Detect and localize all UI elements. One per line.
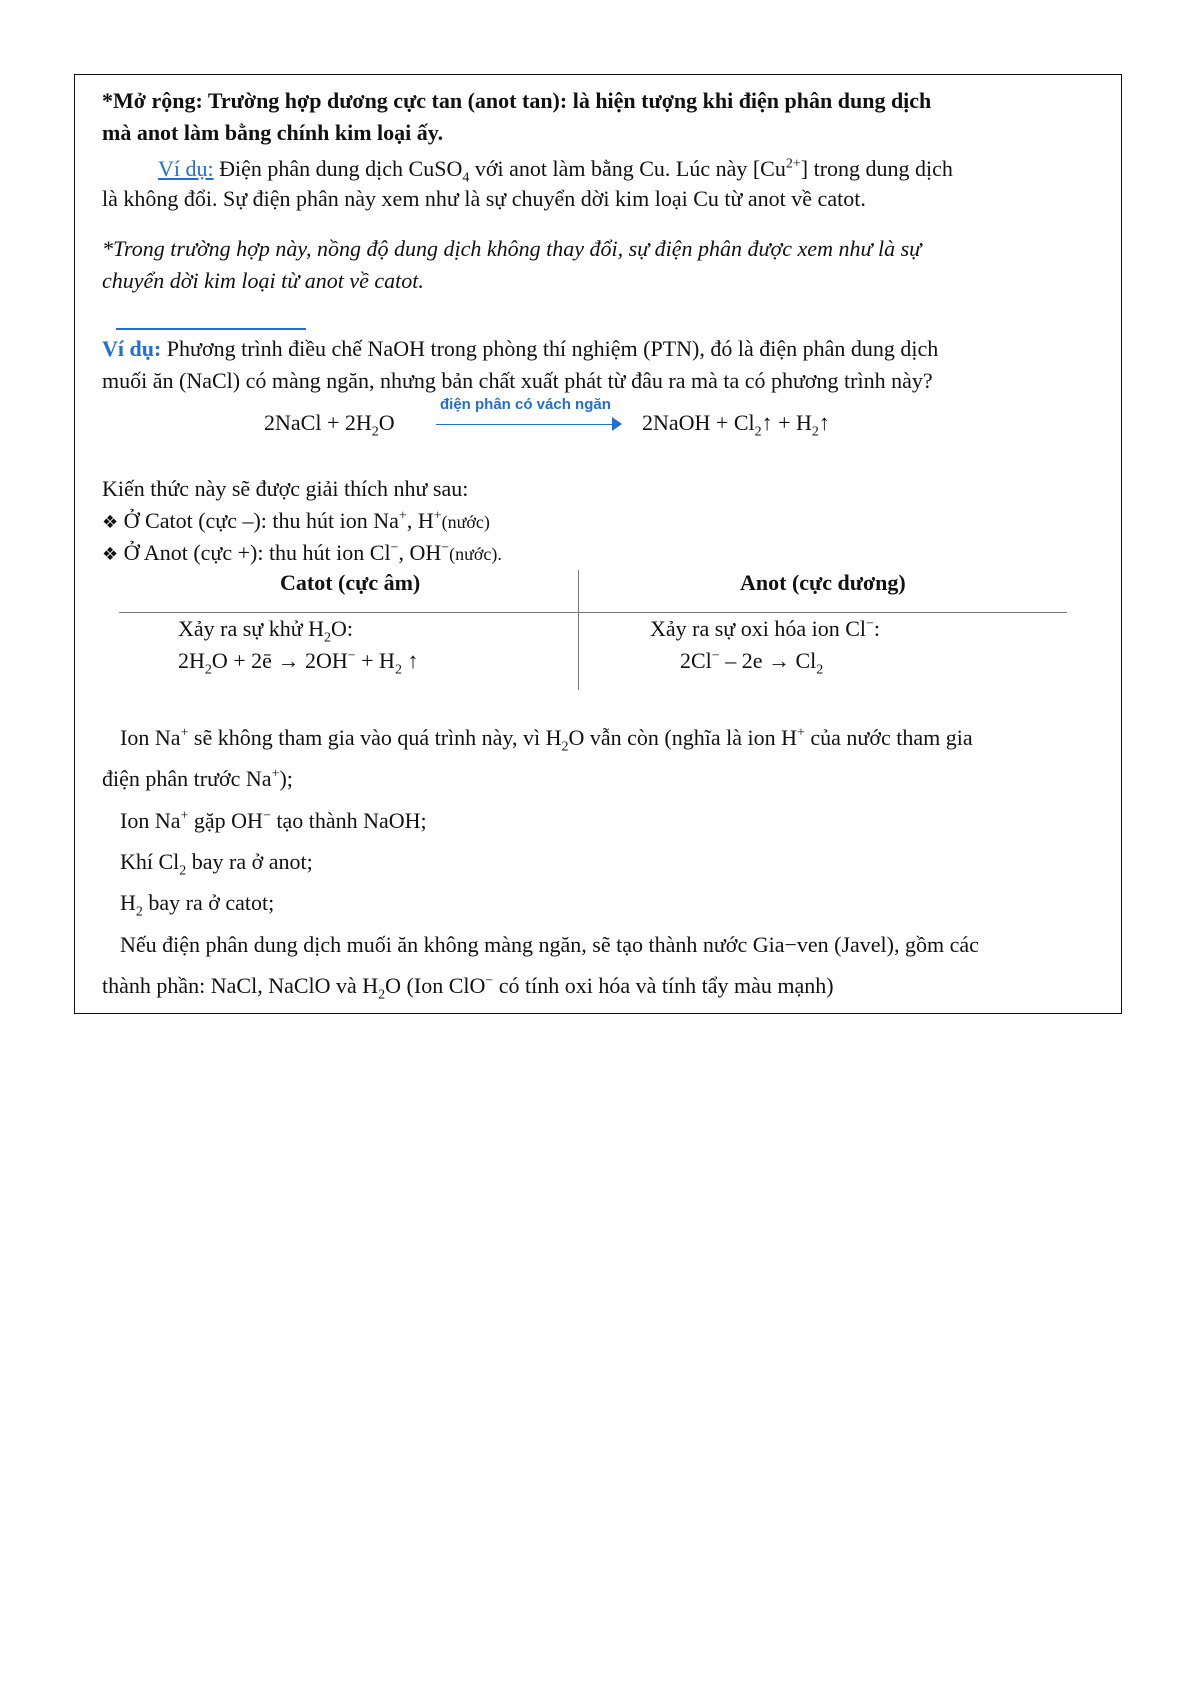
c5-sup: − bbox=[485, 973, 494, 989]
anot-line2-sub: 2 bbox=[816, 662, 824, 678]
explain-anot bbox=[102, 538, 502, 570]
explain-heading: Kiến thức này sẽ được giải thích như sau: bbox=[102, 476, 469, 501]
equation-right-b: ↑ + H bbox=[761, 410, 812, 435]
anot-line1-a: Xảy ra sự oxi hóa ion Cl bbox=[650, 616, 867, 641]
explain-catot-b: , H bbox=[406, 508, 434, 533]
table-header-anot: Anot (cực dương) bbox=[740, 570, 906, 595]
explain-catot-a: Ở Catot (cực –): thu hút ion Na bbox=[118, 508, 399, 533]
catot-line2-sup: − bbox=[347, 648, 356, 664]
c1-sup2: + bbox=[797, 725, 805, 741]
c3-b: bay ra ở anot; bbox=[186, 849, 313, 874]
c3-a: Khí Cl bbox=[120, 849, 180, 874]
example1-sup: 2+ bbox=[785, 156, 801, 172]
table-header-catot: Catot (cực âm) bbox=[280, 570, 421, 595]
conclusion-1-line-2 bbox=[102, 764, 293, 794]
c1l2-a: điện phân trước Na bbox=[102, 766, 272, 791]
example2-label: Ví dụ: bbox=[102, 336, 162, 361]
explain-catot-c: (nước) bbox=[441, 512, 490, 532]
anot-line1-b: : bbox=[873, 616, 881, 641]
catot-line2-c: + H bbox=[355, 648, 395, 673]
example2-text: Phương trình điều chế NaOH trong phòng thí nghiệm (PTN), đó là điện phân dung dịch bbox=[161, 336, 939, 361]
explain-anot-a: Ở Anot (cực +): thu hút ion Cl bbox=[118, 540, 391, 565]
conclusion-2 bbox=[120, 806, 427, 836]
intro-line-2: mà anot làm bằng chính kim loại ấy. bbox=[102, 120, 444, 145]
example2-decor-rule bbox=[116, 328, 306, 330]
c2-b: gặp OH bbox=[188, 808, 263, 833]
c5-c: có tính oxi hóa và tính tẩy màu mạnh) bbox=[493, 973, 834, 998]
c1-sup1: + bbox=[180, 725, 189, 741]
equation-left-b: O bbox=[378, 410, 395, 435]
example1-line-1 bbox=[158, 154, 953, 184]
table-catot-line-1 bbox=[178, 614, 353, 644]
example1-text-c: ] trong dung dịch bbox=[800, 156, 953, 181]
anot-line2-b: – 2e → Cl bbox=[719, 648, 817, 673]
table-catot-line-2 bbox=[178, 646, 418, 676]
c5-a: thành phần: NaCl, NaClO và H bbox=[102, 973, 379, 998]
anot-line2-a: 2Cl bbox=[680, 648, 712, 673]
catot-line1-b: O: bbox=[331, 616, 354, 641]
c2-c: tạo thành NaOH; bbox=[270, 808, 427, 833]
explain-catot bbox=[102, 506, 490, 538]
equation-right-a: 2NaOH + Cl bbox=[642, 410, 755, 435]
equation-right bbox=[642, 410, 830, 440]
example1-line-2: là không đổi. Sự điện phân này xem như là sự chuyển dời kim loại Cu từ anot về catot. bbox=[102, 186, 866, 211]
table-anot-line-1 bbox=[650, 614, 880, 644]
equation-right-c: ↑ bbox=[818, 410, 830, 435]
c4-a: H bbox=[120, 890, 136, 915]
equation-left-a: 2NaCl + 2H bbox=[264, 410, 372, 435]
c2-sup2: − bbox=[262, 808, 271, 824]
bullet-diamond-icon: ❖ bbox=[102, 544, 119, 565]
explain-anot-sup1: − bbox=[390, 540, 399, 556]
catot-line2-d: ↑ bbox=[401, 648, 419, 673]
intro-line-1: *Mở rộng: Trường hợp dương cực tan (anot tan): là hiện tượng khi điện phân dung dịch bbox=[102, 88, 932, 113]
example1-label: Ví dụ: bbox=[158, 156, 214, 181]
bullet-diamond-icon: ❖ bbox=[102, 512, 119, 533]
table-column-divider bbox=[578, 570, 579, 690]
conclusion-5-line-2 bbox=[102, 971, 834, 1001]
reaction-arrow bbox=[436, 398, 626, 432]
catot-line2-sub: 2 bbox=[204, 662, 212, 678]
conclusion-1-line-1 bbox=[120, 723, 973, 753]
conclusion-4 bbox=[120, 888, 274, 918]
c1-d: của nước tham gia bbox=[804, 725, 973, 750]
explain-catot-sup2: + bbox=[433, 508, 442, 524]
equation-right-sub1: 2 bbox=[754, 424, 762, 440]
catot-line1-sub: 2 bbox=[324, 630, 332, 646]
example1-text-b: với anot làm bằng Cu. Lúc này [Cu bbox=[469, 156, 786, 181]
conclusion-3 bbox=[120, 847, 313, 877]
explain-anot-b: , OH bbox=[398, 540, 442, 565]
catot-line2-sub2: 2 bbox=[394, 662, 402, 678]
c1-b: sẽ không tham gia vào quá trình này, vì H bbox=[188, 725, 562, 750]
c3-sub: 2 bbox=[179, 863, 187, 879]
c2-a: Ion Na bbox=[120, 808, 181, 833]
example2-line-2: muối ăn (NaCl) có màng ngăn, nhưng bản chất xuất phát từ đâu ra mà ta có phương trình này? bbox=[102, 368, 933, 393]
note-line-1: *Trong trường hợp này, nồng độ dung dịch không thay đổi, sự điện phân được xem như là sự bbox=[102, 236, 922, 261]
equation-left bbox=[264, 410, 395, 440]
catot-line1-a: Xảy ra sự khử H bbox=[178, 616, 325, 641]
c1-a: Ion Na bbox=[120, 725, 181, 750]
explain-catot-sup1: + bbox=[398, 508, 407, 524]
example1-text-a: Điện phân dung dịch CuSO bbox=[213, 156, 463, 181]
anot-line1-sup: − bbox=[866, 616, 874, 632]
arrow-line bbox=[436, 424, 616, 425]
catot-line2-a: 2H bbox=[178, 648, 205, 673]
arrow-head-icon bbox=[612, 417, 622, 431]
explain-anot-c: (nước). bbox=[449, 544, 502, 564]
c5-sub: 2 bbox=[378, 987, 386, 1003]
c2-sup: + bbox=[180, 808, 189, 824]
note-line-2: chuyển dời kim loại từ anot về catot. bbox=[102, 268, 424, 293]
c4-sub: 2 bbox=[135, 904, 143, 920]
example2-line-1 bbox=[102, 334, 938, 364]
reaction-condition: điện phân có vách ngăn bbox=[440, 396, 611, 413]
catot-line2-b: O + 2ē → 2OH bbox=[211, 648, 348, 673]
conclusion-5-line-1: Nếu điện phân dung dịch muối ăn không màng ngăn, sẽ tạo thành nước Gia−ven (Javel), gồm các bbox=[120, 932, 979, 957]
table-header-divider bbox=[119, 612, 1067, 613]
c1-sub: 2 bbox=[561, 739, 569, 755]
anot-line2-sup: − bbox=[711, 648, 720, 664]
c1l2-sup: + bbox=[271, 766, 280, 782]
equation-right-sub2: 2 bbox=[811, 424, 819, 440]
c4-b: bay ra ở catot; bbox=[142, 890, 275, 915]
c1-c: O vẫn còn (nghĩa là ion H bbox=[568, 725, 797, 750]
example1-sub: 4 bbox=[462, 170, 470, 186]
explain-anot-sup2: − bbox=[441, 540, 450, 556]
c5-b: O (Ion ClO bbox=[385, 973, 486, 998]
equation-left-sub: 2 bbox=[371, 424, 379, 440]
c1l2-b: ); bbox=[279, 766, 293, 791]
table-anot-line-2 bbox=[680, 646, 823, 676]
